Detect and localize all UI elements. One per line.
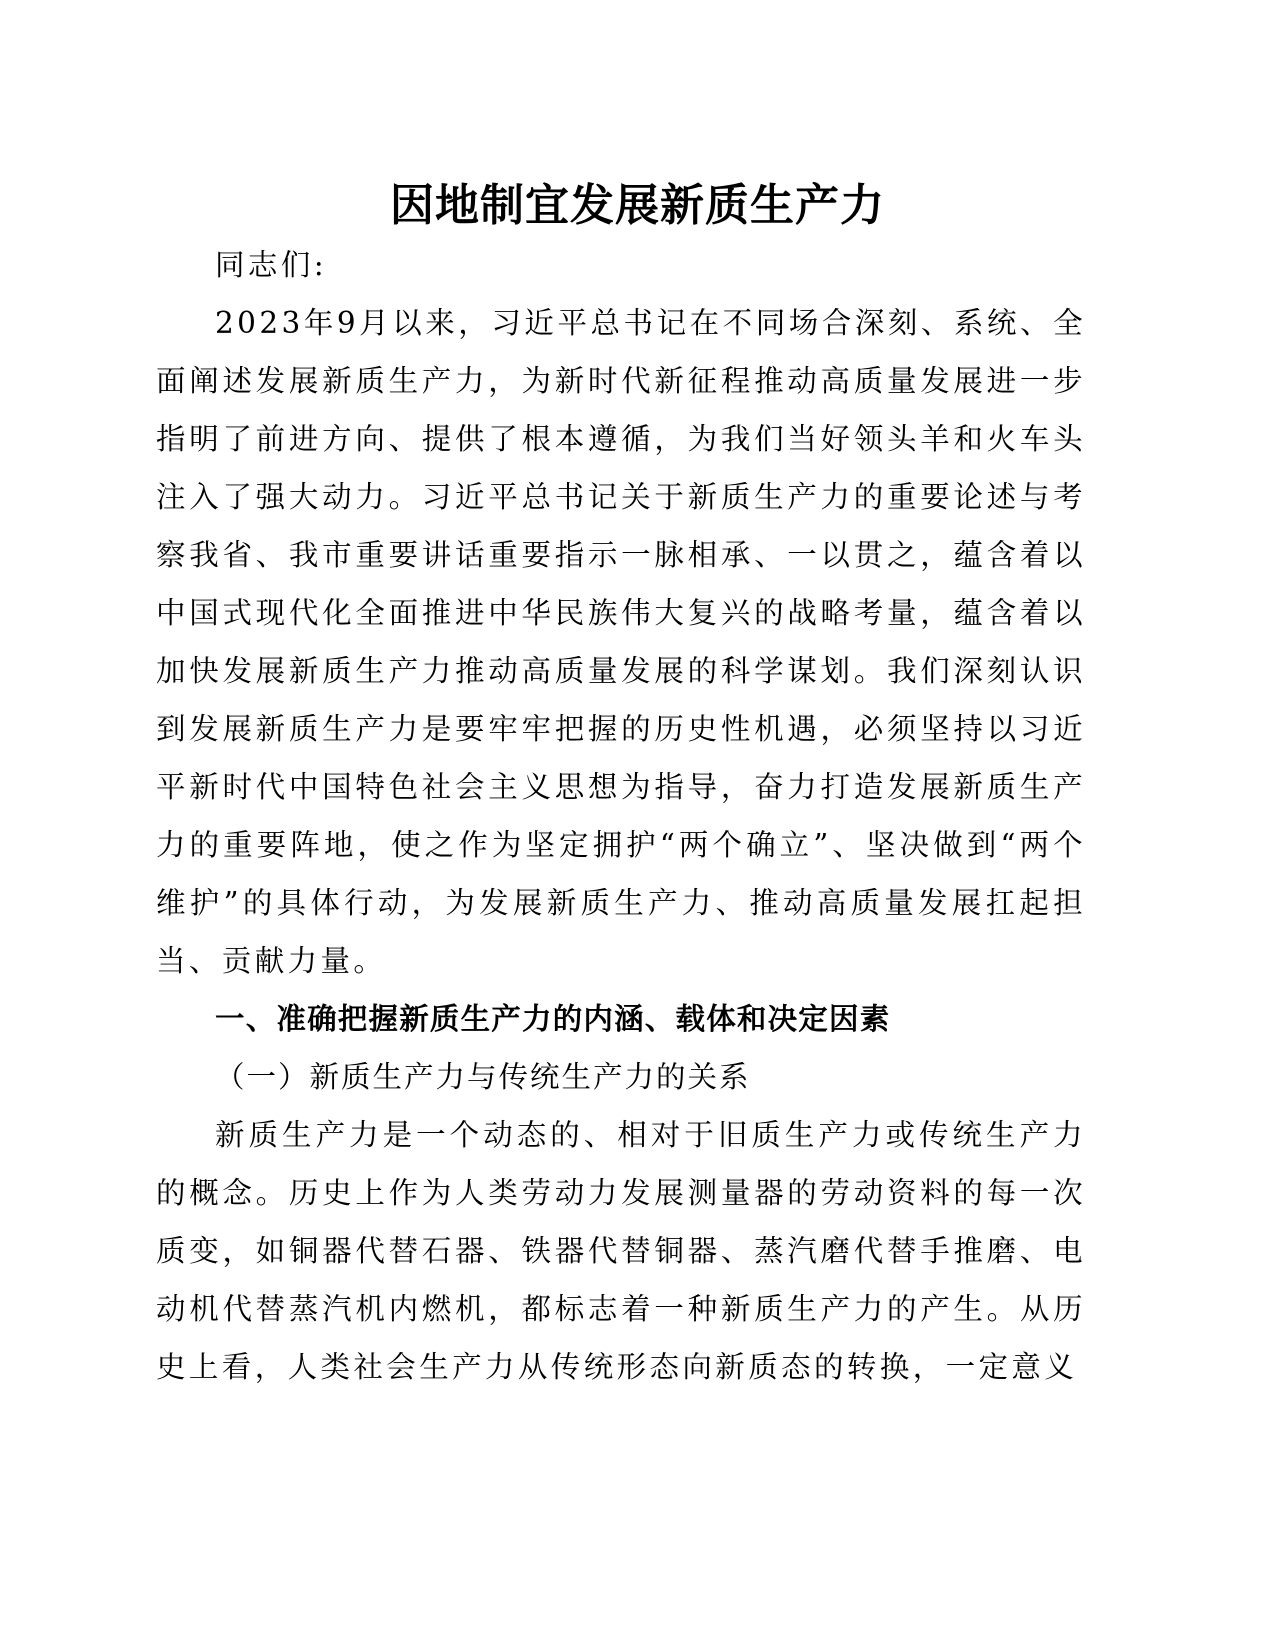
paragraph-body: 新质生产力是一个动态的、相对于旧质生产力或传统生产力的概念。历史上作为人类劳动力发展测量器的劳动资料的每一次质变，如铜器代替石器、铁器代替铜器、蒸汽磨代替手推磨、电动机代替蒸汽机内燃机，都标志着一种新质生产力的产生。从历史上看，人类社会生产力从传统形态向新质态的转换，一定意义 xyxy=(156,1118,1086,1384)
document-title: 因地制宜发展新质生产力 xyxy=(390,180,885,231)
salutation: 同志们: xyxy=(215,248,328,282)
subsection-heading: （一）新质生产力与传统生产力的关系 xyxy=(215,1060,751,1094)
paragraph-intro: 2023年9月以来，习近平总书记在不同场合深刻、系统、全面阐述发展新质生产力，为新时代新征程推动高质量发展进一步指明了前进方向、提供了根本遵循，为我们当好领头羊和火车头注入了强大动力。习近平总书记关于新质生产力的重要论述与考察我省、我市重要讲话重要指示一脉相承、一以贯之，蕴含着以中国式现代化全面推进中华民族伟大复兴的战略考量，蕴含着以加快发展新质生产力推动高质量发展的科学谋划。我们深刻认识到发展新质生产力是要牢牢把握的历史性机遇，必须坚持以习近平新时代中国特色社会主义思想为指导，奋力打造发展新质生产力的重要阵地，使之作为坚定拥护“两个确立”、坚决做到“两个维护”的具体行动，为发展新质生产力、推动高质量发展扛起担当、贡献力量。 xyxy=(156,306,1086,978)
section-heading: 一、准确把握新质生产力的内涵、载体和决定因素 xyxy=(215,1002,891,1036)
document-body xyxy=(156,236,1086,1396)
